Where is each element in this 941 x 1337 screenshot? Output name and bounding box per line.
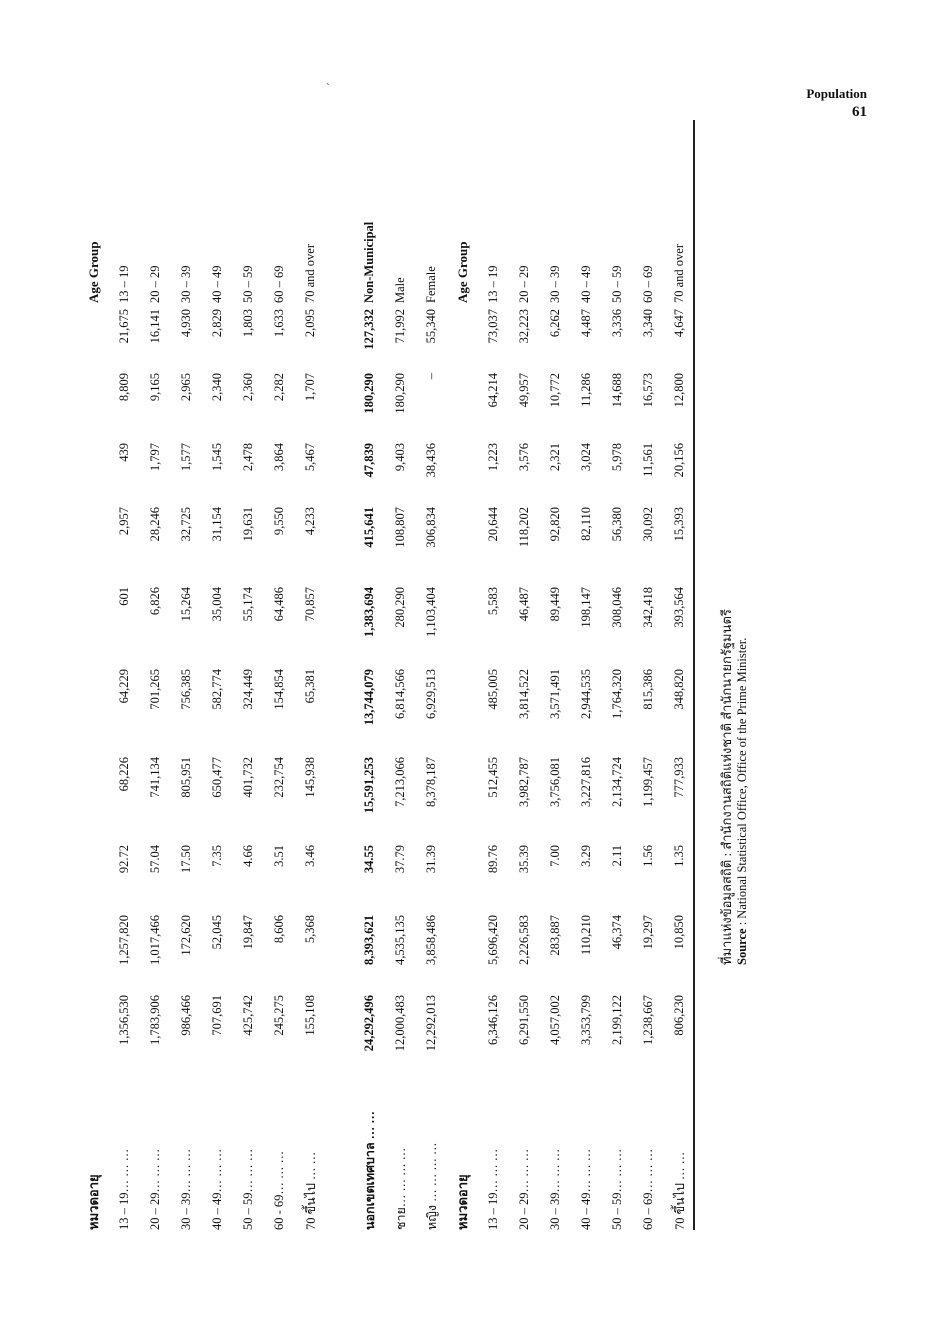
value-cell: 5,368 (303, 915, 317, 944)
value-cell: 986,466 (179, 995, 193, 1036)
value-cell: 5,978 (610, 443, 624, 472)
row-label-english: Age Group (454, 241, 470, 303)
value-cell: 2,478 (241, 443, 255, 472)
value-cell: 3,227,816 (579, 757, 593, 807)
value-cell: 6,929,513 (424, 669, 438, 719)
value-cell: 1,017,466 (148, 915, 162, 965)
value-cell (447, 915, 478, 995)
row-label-thai: 70 ขึ้นไป … … (672, 1151, 687, 1230)
value-cell: 707,691 (210, 995, 224, 1036)
value-cell: 155,108 (303, 995, 317, 1036)
value-cell: 24,292,496 (362, 995, 376, 1052)
value-cell: 65,381 (303, 669, 317, 704)
row-label-thai: 30 – 39… … … (548, 1148, 562, 1230)
row-label-thai: 40 – 49… … … (579, 1148, 593, 1230)
section-title: Population (806, 86, 867, 101)
value-cell (447, 373, 478, 443)
value-cell: 324,449 (241, 669, 255, 710)
value-cell: 2.11 (610, 845, 624, 867)
value-cell (447, 757, 478, 845)
stray-mark: ` (326, 82, 330, 94)
source-text: : National Statistical Office, Office of the Prime Minister. (735, 637, 749, 926)
value-cell: 31,154 (210, 507, 224, 542)
source-english (735, 638, 750, 965)
value-cell: 32,725 (179, 507, 193, 542)
table-row (385, 120, 416, 1230)
table-row (478, 120, 509, 1230)
value-cell: 55,340 (424, 309, 438, 344)
value-cell: 308,046 (610, 587, 624, 628)
value-cell: 3.51 (272, 845, 286, 867)
row-label-english: 70 and over (303, 243, 317, 303)
row-label-thai: 20 – 29… … … (517, 1148, 531, 1230)
value-cell: 1,223 (486, 443, 500, 472)
value-cell: 10,850 (672, 915, 686, 950)
value-cell (78, 587, 109, 669)
value-cell: 8,378,187 (424, 757, 438, 807)
value-cell (447, 995, 478, 1065)
value-cell: 31.39 (424, 845, 438, 874)
value-cell: 3,982,787 (517, 757, 531, 807)
value-cell: 2,340 (210, 373, 224, 402)
value-cell (78, 845, 109, 915)
value-cell: 198,147 (579, 587, 593, 628)
value-cell: 12,000,483 (393, 995, 407, 1052)
value-cell (78, 443, 109, 507)
row-label-english: 60 – 69 (272, 265, 286, 303)
value-cell: 20,644 (486, 507, 500, 542)
table-row (295, 120, 326, 1230)
value-cell: 7.00 (548, 845, 562, 867)
value-cell: 582,774 (210, 669, 224, 710)
value-cell: 82,110 (579, 507, 593, 541)
value-cell: 180,290 (393, 373, 407, 414)
value-cell: 3.46 (303, 845, 317, 867)
row-label-thai: 13 – 19… … … (486, 1148, 500, 1230)
value-cell: 1,764,320 (610, 669, 624, 719)
value-cell: 8,606 (272, 915, 286, 944)
value-cell: 5,583 (486, 587, 500, 616)
value-cell: 14,688 (610, 373, 624, 408)
value-cell: 741,134 (148, 757, 162, 798)
row-label-english: 20 – 29 (517, 265, 531, 303)
row-label-thai: 13 – 19… … … (117, 1148, 131, 1230)
source-thai: ที่มาแห่งข้อมูลสถิติ : สำนักงานสถิติแห่งชาติ สำนักนายกรัฐมนตรี (719, 609, 734, 965)
value-cell: 1,383,694 (362, 587, 376, 637)
value-cell: 439 (117, 443, 131, 462)
value-cell: 145,938 (303, 757, 317, 798)
value-cell: 485,005 (486, 669, 500, 710)
row-label-thai: 50 – 59… … … (610, 1148, 624, 1230)
value-cell: 2,095 (303, 309, 317, 338)
statistics-table (78, 120, 695, 1230)
value-cell: 815,386 (641, 669, 655, 710)
value-cell: 805,951 (179, 757, 193, 798)
value-cell: 47,839 (362, 443, 376, 478)
value-cell: 180,290 (362, 373, 376, 414)
value-cell: 70,857 (303, 587, 317, 622)
value-cell: 2,965 (179, 373, 193, 402)
row-label-thai: 30 – 39… … … (179, 1148, 193, 1230)
row-label-thai: 50 – 59… … … (241, 1148, 255, 1230)
value-cell: 1,257,820 (117, 915, 131, 965)
value-cell (78, 915, 109, 995)
value-cell: 110,210 (579, 915, 593, 956)
value-cell: 19,847 (241, 915, 255, 950)
table-row (78, 120, 109, 1230)
table-row (140, 120, 171, 1230)
value-cell: 118,202 (517, 507, 531, 548)
row-label-english: 70 and over (672, 243, 686, 303)
row-label-english: 40 – 49 (210, 265, 224, 303)
row-label-thai: 60 - 69… … … (272, 1150, 286, 1230)
row-label-thai: หมวดอายุ (455, 1174, 470, 1230)
value-cell: 4.66 (241, 845, 255, 867)
value-cell (447, 845, 478, 915)
value-cell: 4,487 (579, 309, 593, 338)
value-cell: 777,933 (672, 757, 686, 798)
row-label-thai: นอกเขตเทศบาล … … (362, 1111, 377, 1230)
value-cell: 30,092 (641, 507, 655, 542)
value-cell: 15,393 (672, 507, 686, 542)
row-label-english: 50 – 59 (610, 265, 624, 303)
value-cell: 3,340 (641, 309, 655, 338)
value-cell: 245,275 (272, 995, 286, 1036)
row-label-english: 13 – 19 (117, 265, 131, 303)
row-label-thai: หมวดอายุ (86, 1174, 101, 1230)
value-cell: 6,291,550 (517, 995, 531, 1045)
source-label: Source (735, 928, 749, 965)
value-cell: 806,230 (672, 995, 686, 1036)
value-cell: 3,756,081 (548, 757, 562, 807)
value-cell: 5,467 (303, 443, 317, 472)
value-cell: 1,803 (241, 309, 255, 338)
value-cell (447, 669, 478, 757)
value-cell: 108,807 (393, 507, 407, 548)
value-cell: 756,385 (179, 669, 193, 710)
value-cell: 9,403 (393, 443, 407, 472)
value-cell: 3,858,486 (424, 915, 438, 965)
value-cell: 1,707 (303, 373, 317, 402)
value-cell: 3,864 (272, 443, 286, 472)
table-row (264, 120, 295, 1230)
value-cell: 4,535,135 (393, 915, 407, 965)
value-cell: 1,545 (210, 443, 224, 472)
value-cell (78, 757, 109, 845)
value-cell: 9,550 (272, 507, 286, 536)
value-cell: 3,353,799 (579, 995, 593, 1045)
value-cell: 127,332 (362, 309, 376, 350)
value-cell: 280,290 (393, 587, 407, 628)
value-cell: 2,360 (241, 373, 255, 402)
table-row (202, 120, 233, 1230)
table-row (664, 120, 695, 1230)
page-number: 61 (852, 104, 867, 120)
row-label-thai: 40 – 49… … … (210, 1148, 224, 1230)
value-cell (447, 587, 478, 669)
value-cell: 19,631 (241, 507, 255, 542)
value-cell (78, 373, 109, 443)
value-cell: 4,233 (303, 507, 317, 536)
row-label-english: Non-Municipal (362, 221, 376, 303)
row-label-english: 30 – 39 (548, 265, 562, 303)
value-cell: 1,797 (148, 443, 162, 472)
value-cell: 10,772 (548, 373, 562, 408)
table-row (633, 120, 664, 1230)
value-cell: 425,742 (241, 995, 255, 1036)
value-cell: 3,576 (517, 443, 531, 472)
value-cell: 1,238,667 (641, 995, 655, 1045)
value-cell: 9,165 (148, 373, 162, 402)
value-cell: 11,286 (579, 373, 593, 407)
value-cell: 415,641 (362, 507, 376, 548)
value-cell: 46,374 (610, 915, 624, 950)
row-label-english: 20 – 29 (148, 265, 162, 303)
value-cell: 401,732 (241, 757, 255, 798)
value-cell: 172,620 (179, 915, 193, 956)
value-cell (78, 995, 109, 1065)
value-cell: 4,647 (672, 309, 686, 338)
value-cell: 154,854 (272, 669, 286, 710)
value-cell: 2,226,583 (517, 915, 531, 965)
value-cell: 2,199,122 (610, 995, 624, 1045)
value-cell: 57.04 (148, 845, 162, 874)
value-cell: 1.56 (641, 845, 655, 867)
value-cell (447, 507, 478, 587)
value-cell: 13,744,079 (362, 669, 376, 726)
table-row (447, 120, 478, 1230)
table-row (602, 120, 633, 1230)
value-cell: 2,134,724 (610, 757, 624, 807)
value-cell: 6,814,566 (393, 669, 407, 719)
table-spacer-row (326, 120, 354, 1230)
row-label-english: 13 – 19 (486, 265, 500, 303)
value-cell: 16,141 (148, 309, 162, 344)
rotated-table-page (78, 120, 778, 1230)
value-cell: 38,436 (424, 443, 438, 478)
value-cell: 342,418 (641, 587, 655, 628)
row-label-thai: หญิง … … … … (424, 1142, 439, 1230)
row-label-english: Female (424, 266, 438, 303)
value-cell: 2,321 (548, 443, 562, 472)
value-cell: 5,696,420 (486, 915, 500, 965)
value-cell: 56,380 (610, 507, 624, 542)
value-cell: 3,814,522 (517, 669, 531, 719)
value-cell: 306,834 (424, 507, 438, 548)
row-label-thai: ชาย… … … … (393, 1147, 408, 1230)
value-cell: 512,455 (486, 757, 500, 798)
value-cell: 20,156 (672, 443, 686, 478)
value-cell: 55,174 (241, 587, 255, 622)
value-cell: 35,004 (210, 587, 224, 622)
value-cell: 28,246 (148, 507, 162, 542)
value-cell: 19,297 (641, 915, 655, 950)
value-cell: 1,356,530 (117, 995, 131, 1045)
value-cell: 71,992 (393, 309, 407, 344)
value-cell: 3,024 (579, 443, 593, 472)
value-cell: 1,577 (179, 443, 193, 472)
value-cell: 283,887 (548, 915, 562, 956)
row-label-thai: 20 – 29… … … (148, 1148, 162, 1230)
value-cell: 3,336 (610, 309, 624, 338)
value-cell: 6,346,126 (486, 995, 500, 1045)
row-label-english: 60 – 69 (641, 265, 655, 303)
table-row (233, 120, 264, 1230)
value-cell: 6,262 (548, 309, 562, 338)
value-cell: 32,223 (517, 309, 531, 344)
value-cell: 2,957 (117, 507, 131, 536)
value-cell (78, 507, 109, 587)
value-cell: 89,449 (548, 587, 562, 622)
value-cell: 68,226 (117, 757, 131, 792)
value-cell: 8,809 (117, 373, 131, 402)
value-cell: 7,213,066 (393, 757, 407, 807)
value-cell: 89.76 (486, 845, 500, 874)
table-row (109, 120, 140, 1230)
value-cell: 73,037 (486, 309, 500, 344)
value-cell: 34.55 (362, 845, 376, 874)
row-label-english: Male (393, 277, 407, 303)
value-cell (78, 309, 109, 373)
table-row (416, 120, 447, 1230)
spacer-cell (326, 120, 354, 1230)
value-cell: 4,057,002 (548, 995, 562, 1045)
value-cell: 92.72 (117, 845, 131, 874)
value-cell: 15,591,253 (362, 757, 376, 814)
value-cell: 17.50 (179, 845, 193, 874)
row-label-english: 30 – 39 (179, 265, 193, 303)
value-cell: 348,820 (672, 669, 686, 710)
value-cell (447, 309, 478, 373)
value-cell: 2,944,535 (579, 669, 593, 719)
value-cell: 49,957 (517, 373, 531, 408)
value-cell: 15,264 (179, 587, 193, 622)
value-cell: 8,393,621 (362, 915, 376, 965)
value-cell: 64,229 (117, 669, 131, 704)
value-cell: 1.35 (672, 845, 686, 867)
value-cell: 2,829 (210, 309, 224, 338)
value-cell: 35.39 (517, 845, 531, 874)
value-cell (78, 669, 109, 757)
table-row (171, 120, 202, 1230)
value-cell: 1,199,457 (641, 757, 655, 807)
row-label-english: 40 – 49 (579, 265, 593, 303)
value-cell: 12,800 (672, 373, 686, 408)
value-cell: 2,282 (272, 373, 286, 402)
value-cell: 7.35 (210, 845, 224, 867)
value-cell: 64,486 (272, 587, 286, 622)
value-cell: 52,045 (210, 915, 224, 950)
divider-line (693, 120, 695, 1230)
value-cell: 4,930 (179, 309, 193, 338)
value-cell: 3.29 (579, 845, 593, 867)
table-row (540, 120, 571, 1230)
row-label-english: 50 – 59 (241, 265, 255, 303)
table-body (78, 120, 695, 1230)
row-label-thai: 60 – 69… … … (641, 1148, 655, 1230)
value-cell: 12,292,013 (424, 995, 438, 1052)
value-cell: 1,103,404 (424, 587, 438, 637)
value-cell: 1,783,906 (148, 995, 162, 1045)
value-cell: 650,477 (210, 757, 224, 798)
table-row (354, 120, 385, 1230)
value-cell: 21,675 (117, 309, 131, 344)
row-label-english: Age Group (85, 241, 101, 303)
value-cell: 16,573 (641, 373, 655, 408)
value-cell: 92,820 (548, 507, 562, 542)
value-cell: 601 (117, 587, 131, 606)
value-cell (447, 443, 478, 507)
value-cell: 1,633 (272, 309, 286, 338)
value-cell: 232,754 (272, 757, 286, 798)
value-cell: 701,265 (148, 669, 162, 710)
value-cell: 393,564 (672, 587, 686, 628)
page-header (806, 86, 867, 121)
value-cell: – (424, 373, 438, 380)
value-cell: 6,826 (148, 587, 162, 616)
value-cell: 64,214 (486, 373, 500, 408)
row-label-thai: 70 ขึ้นไป … … (303, 1151, 318, 1230)
value-cell: 11,561 (641, 443, 655, 477)
value-cell: 3,571,491 (548, 669, 562, 719)
table-row (571, 120, 602, 1230)
value-cell: 46,487 (517, 587, 531, 622)
value-cell: 37.79 (393, 845, 407, 874)
table-row (509, 120, 540, 1230)
